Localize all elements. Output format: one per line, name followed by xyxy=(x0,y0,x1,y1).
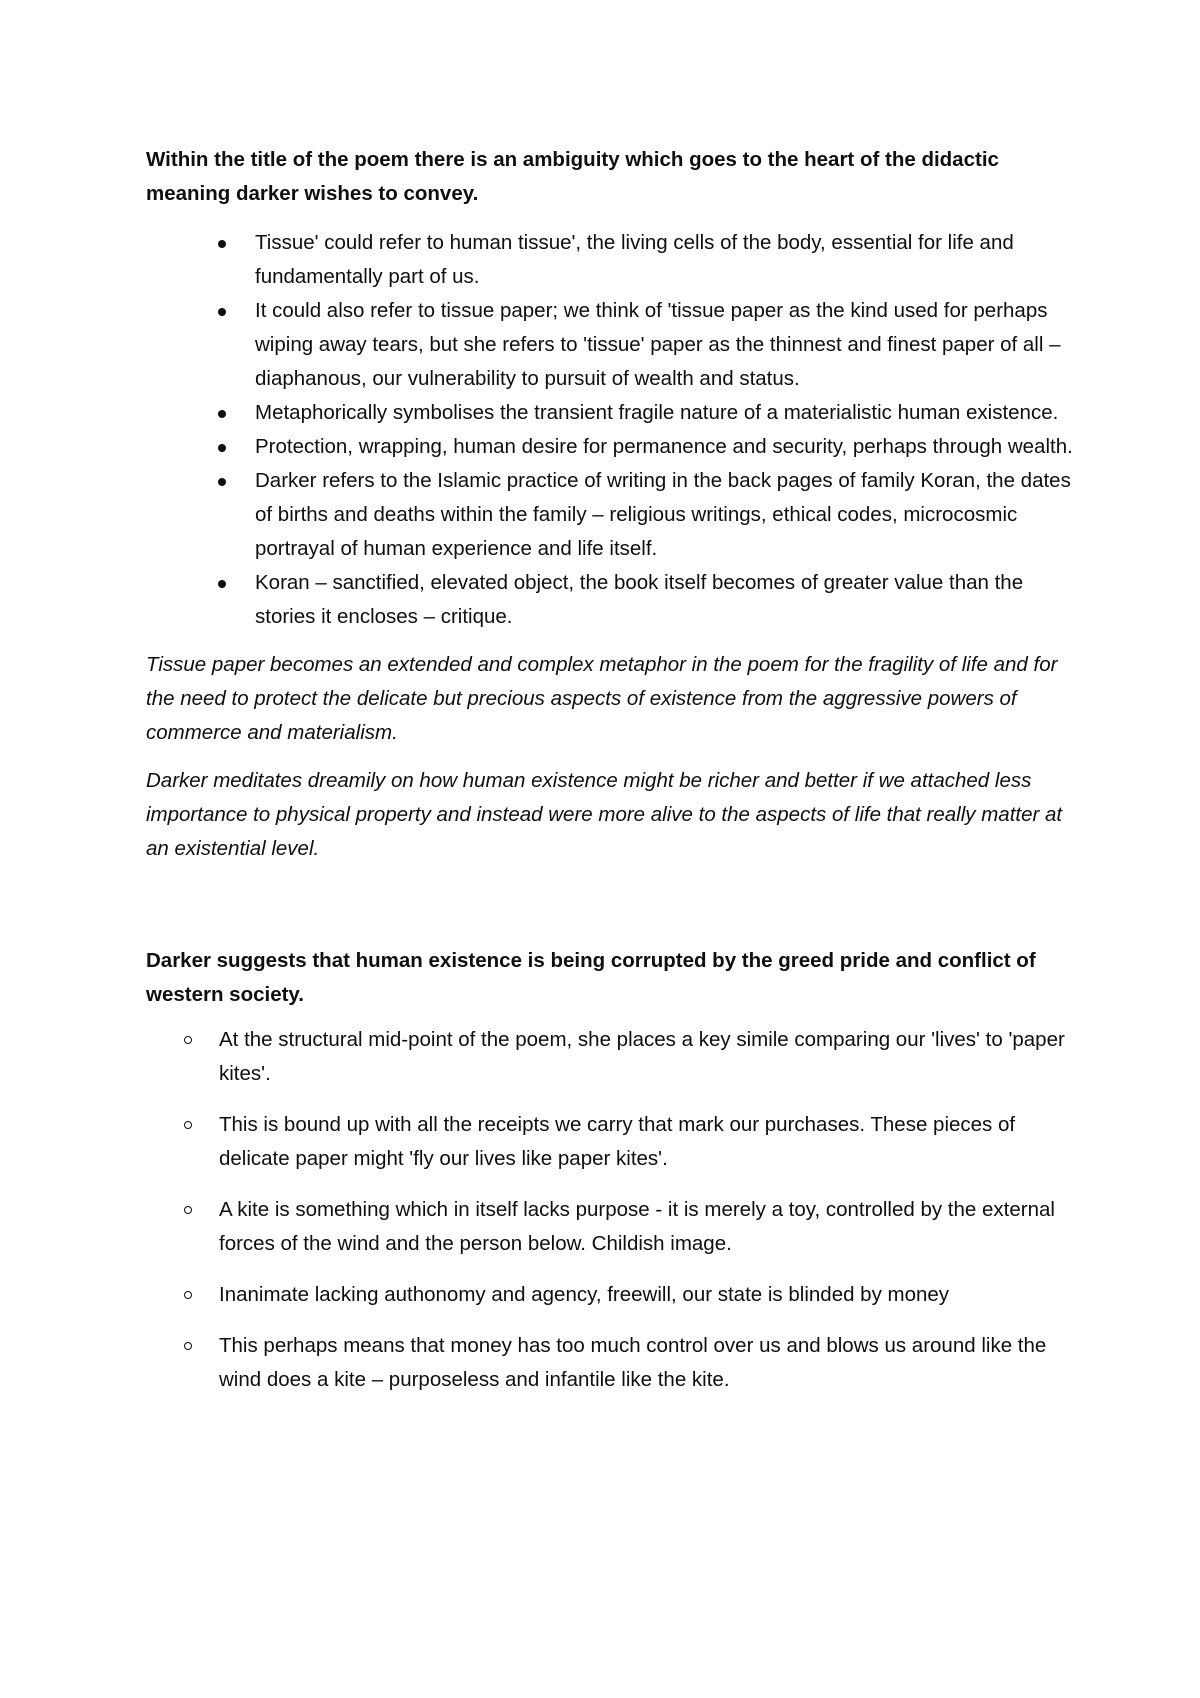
section-2-heading: Darker suggests that human existence is being corrupted by the greed pride and conflict of western society. xyxy=(146,949,1036,1006)
section-1-heading: Within the title of the poem there is an ambiguity which goes to the heart of the didactic meaning darker wishes to convey. xyxy=(146,148,999,205)
list-item xyxy=(146,294,1076,396)
bullet-disc-icon xyxy=(218,478,226,486)
list-item xyxy=(146,396,1076,430)
bullet-disc-icon xyxy=(218,308,226,316)
bullet-circle-icon xyxy=(184,1036,192,1044)
list-item-text: At the structural mid-point of the poem, she places a key simile comparing our 'lives' to 'paper kites'. xyxy=(219,1028,1065,1085)
list-item xyxy=(146,226,1076,294)
list-item xyxy=(146,1193,1076,1261)
list-item-text: This perhaps means that money has too much control over us and blows us around like the wind does a kite – purposeless and infantile like the kite. xyxy=(219,1334,1047,1391)
list-item xyxy=(146,1278,1076,1312)
bullet-disc-icon xyxy=(218,410,226,418)
italic-paragraph-darker-meditates: Darker meditates dreamily on how human existence might be richer and better if we attached less importance to physical property and instead were more alive to the aspects of life that really matter at an existential level. xyxy=(146,769,1063,860)
list-item-text: This is bound up with all the receipts we carry that mark our purchases. These pieces of delicate paper might 'fly our lives like paper kites'. xyxy=(219,1113,1016,1170)
list-item xyxy=(146,464,1076,566)
list-item-text: Tissue' could refer to human tissue', the living cells of the body, essential for life and fundamentally part of us. xyxy=(255,231,1014,288)
bullet-disc-icon xyxy=(218,240,226,248)
bullet-disc-icon xyxy=(218,580,226,588)
list-item-text: Inanimate lacking authonomy and agency, freewill, our state is blinded by money xyxy=(219,1283,950,1306)
list-item xyxy=(146,1023,1076,1091)
bullet-circle-icon xyxy=(184,1342,192,1350)
list-item xyxy=(146,430,1076,464)
section-2-bullet-list xyxy=(146,1023,1076,1397)
list-item-text: Protection, wrapping, human desire for permanence and security, perhaps through wealth. xyxy=(255,435,1073,458)
bullet-circle-icon xyxy=(184,1291,192,1299)
document-content xyxy=(146,143,1076,1414)
bullet-circle-icon xyxy=(184,1206,192,1214)
list-item xyxy=(146,1329,1076,1397)
list-item-text: It could also refer to tissue paper; we think of 'tissue paper as the kind used for perhaps wiping away tears, but she refers to 'tissue' paper as the thinnest and finest paper of all – diaphanous, our vulnerability to pursuit of wealth and status. xyxy=(255,299,1061,390)
list-item xyxy=(146,566,1076,634)
italic-paragraph-tissue-metaphor: Tissue paper becomes an extended and complex metaphor in the poem for the fragility of life and for the need to protect the delicate but precious aspects of existence from the aggressive powers of commerce and materialism. xyxy=(146,653,1058,744)
list-item-text: Darker refers to the Islamic practice of writing in the back pages of family Koran, the dates of births and deaths within the family – religious writings, ethical codes, microcosmic portrayal of human experience and life itself. xyxy=(255,469,1071,560)
list-item xyxy=(146,1108,1076,1176)
bullet-circle-icon xyxy=(184,1121,192,1129)
section-1-bullet-list xyxy=(146,226,1076,634)
list-item-text: Metaphorically symbolises the transient fragile nature of a materialistic human existence. xyxy=(255,401,1059,424)
bullet-disc-icon xyxy=(218,444,226,452)
list-item-text: Koran – sanctified, elevated object, the book itself becomes of greater value than the stories it encloses – critique. xyxy=(255,571,1024,628)
list-item-text: A kite is something which in itself lacks purpose - it is merely a toy, controlled by the external forces of the wind and the person below. Childish image. xyxy=(219,1198,1055,1255)
